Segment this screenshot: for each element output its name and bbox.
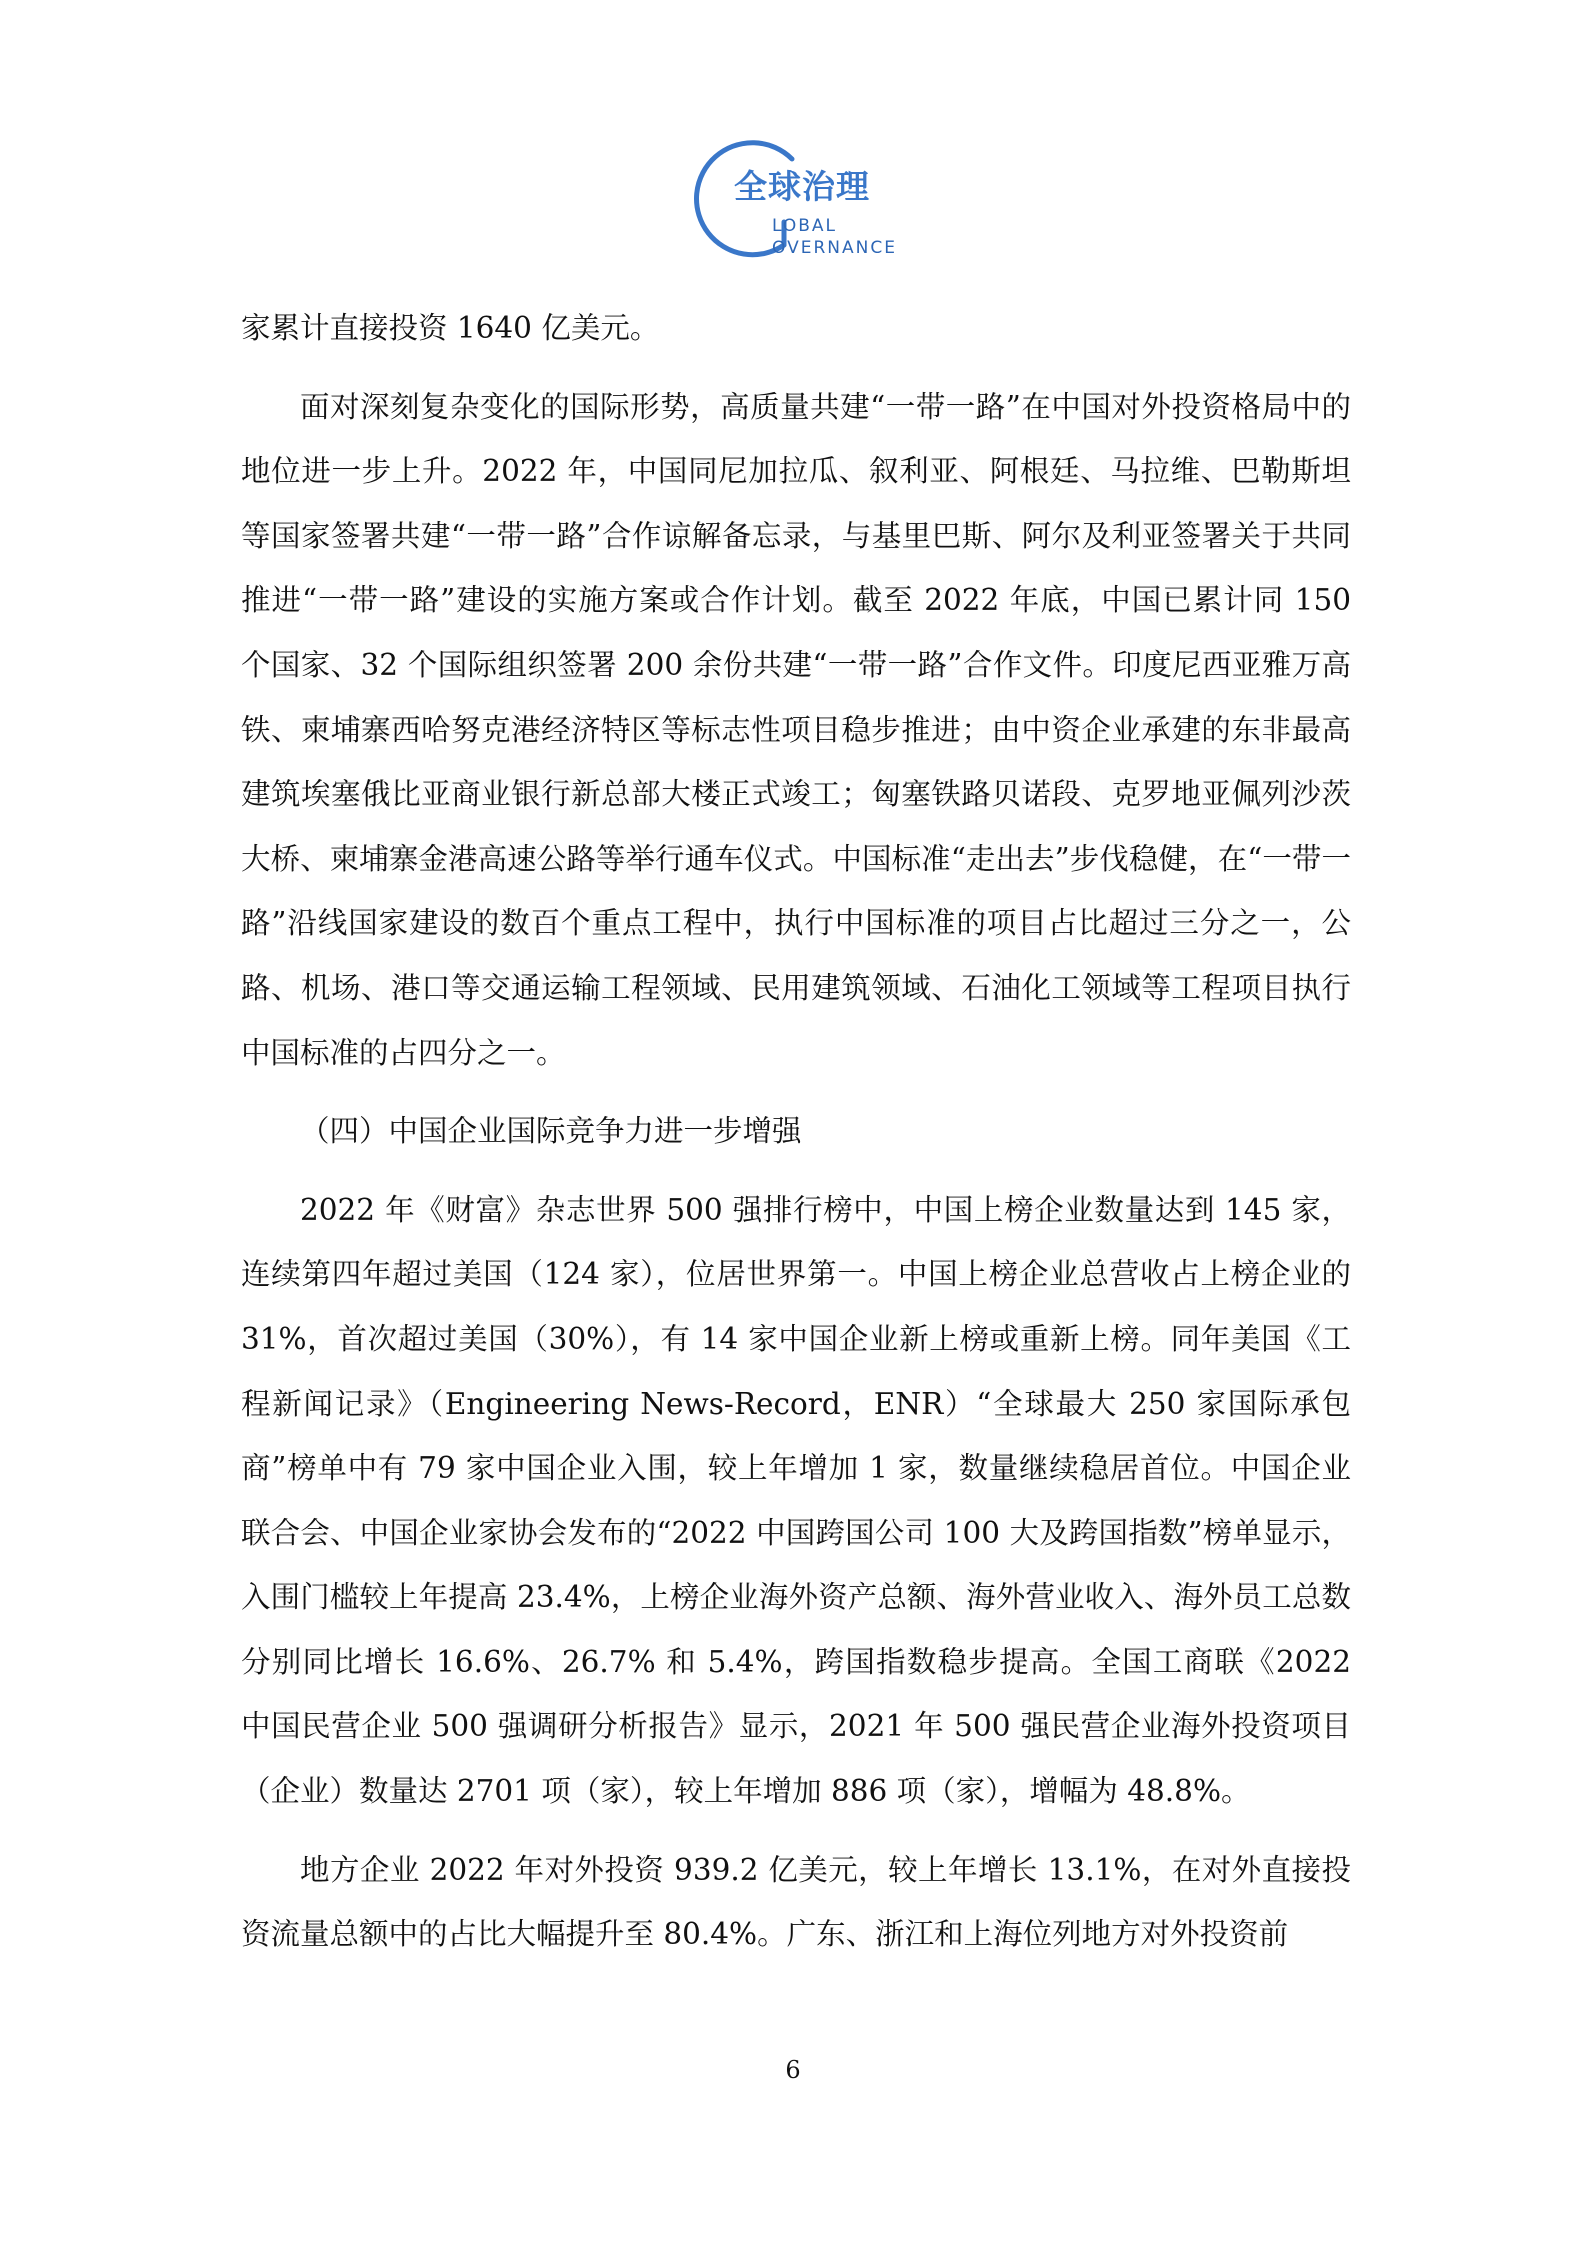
document-body — [241, 296, 1351, 1981]
paragraph-competitiveness: 2022 年《财富》杂志世界 500 强排行榜中，中国上榜企业数量达到 145 家，连续第四年超过美国（124 家），位居世界第一。中国上榜企业总营收占上榜企业的 31%，首次超过美国（30%），有 14 家中国企业新上榜或重新上榜。同年美国《工程新闻记录》（Engineering News-Record，ENR）“全球最大 250 家国际承包商”榜单中有 79 家中国企业入围，较上年增加 1 家，数量继续稳居首位。中国企业联合会、中国企业家协会发布的“2022 中国跨国公司 100 大及跨国指数”榜单显示，入围门槛较上年提高 23.4%，上榜企业海外资产总额、海外营业收入、海外员工总数分别同比增长 16.6%、26.7% 和 5.4%，跨国指数稳步提高。全国工商联《2022 中国民营企业 500 强调研分析报告》显示，2021 年 500 强民营企业海外投资项目（企业）数量达 2701 项（家），较上年增加 886 项（家），增幅为 48.8%。 — [241, 1192, 1351, 1809]
page-number: 6 — [785, 2056, 801, 2084]
paragraph-continuation: 家累计直接投资 1640 亿美元。 — [241, 311, 660, 345]
logo-subtitle-governance: OVERNANCE — [772, 238, 897, 258]
paragraph-local-enterprises: 地方企业 2022 年对外投资 939.2 亿美元，较上年增长 13.1%，在对外直接投资流量总额中的占比大幅提升至 80.4%。广东、浙江和上海位列地方对外投资前 — [241, 1852, 1351, 1952]
section-heading: （四）中国企业国际竞争力进一步增强 — [300, 1114, 802, 1149]
global-governance-logo — [672, 125, 942, 275]
logo-subtitle-global: LOBAL — [772, 216, 838, 236]
paragraph-belt-and-road: 面对深刻复杂变化的国际形势，高质量共建“一带一路”在中国对外投资格局中的地位进一步上升。2022 年，中国同尼加拉瓜、叙利亚、阿根廷、马拉维、巴勒斯坦等国家签署共建“一带一路”合作谅解备忘录，与基里巴斯、阿尔及利亚签署关于共同推进“一带一路”建设的实施方案或合作计划。截至 2022 年底，中国已累计同 150 个国家、32 个国际组织签署 200 余份共建“一带一路”合作文件。印度尼西亚雅万高铁、柬埔寨西哈努克港经济特区等标志性项目稳步推进；由中资企业承建的东非最高建筑埃塞俄比亚商业银行新总部大楼正式竣工；匈塞铁路贝诺段、克罗地亚佩列沙茨大桥、柬埔寨金港高速公路等举行通车仪式。中国标准“走出去”步伐稳健，在“一带一路”沿线国家建设的数百个重点工程中，执行中国标准的项目占比超过三分之一，公路、机场、港口等交通运输工程领域、民用建筑领域、石油化工领域等工程项目执行中国标准的占四分之一。 — [241, 389, 1351, 1070]
logo-title: 全球治理 — [734, 167, 870, 206]
